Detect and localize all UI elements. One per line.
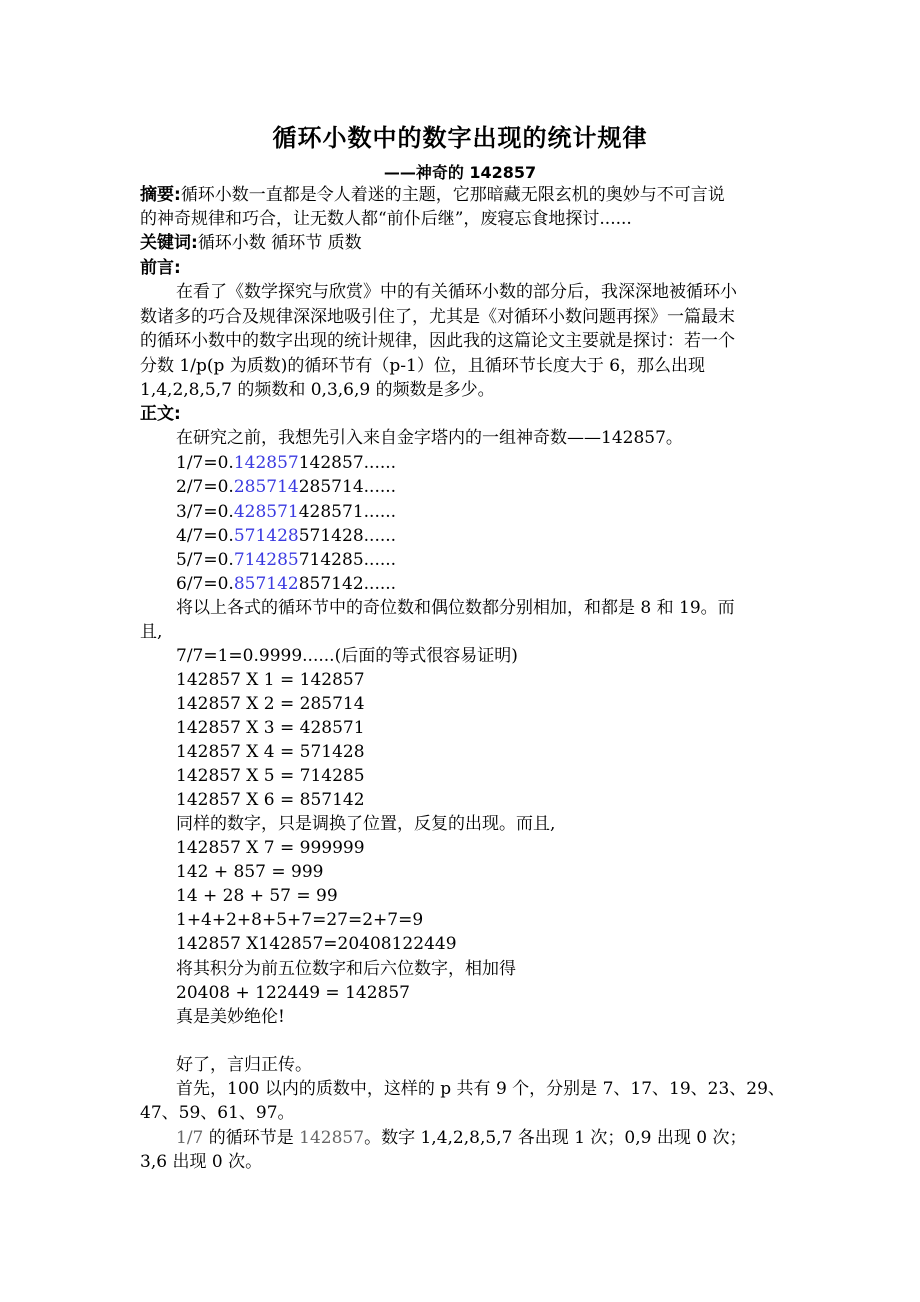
product-line: 142857 X 5 = 714285	[176, 766, 365, 786]
abstract-line-1	[140, 183, 725, 207]
split-line: 将其积分为前五位数字和后六位数字，相加得	[176, 959, 516, 979]
primes-line-2: 47、59、61、97。	[140, 1103, 295, 1123]
sum-line-2: 且,	[140, 622, 163, 642]
sum-line-1: 将以上各式的循环节中的奇位数和偶位数都分别相加，和都是 8 和 19。而	[176, 598, 735, 618]
preface-line-4: 分数 1/p(p 为质数)的循环节有（p-1）位，且循环节长度大于 6，那么出现	[140, 356, 706, 376]
keywords-label: 关键词:	[140, 233, 198, 253]
cycle-count-line-2: 3,6 出现 0 次。	[140, 1152, 263, 1172]
product-line: 142857 X 3 = 428571	[176, 718, 365, 738]
fraction-line	[176, 451, 396, 475]
identity-line: 1+4+2+8+5+7=27=2+7=9	[176, 910, 424, 930]
keywords-line	[140, 231, 362, 255]
split-sum-line: 20408 + 122449 = 142857	[176, 983, 410, 1003]
cycle-ref: 142857	[299, 1128, 365, 1148]
fraction-cycle: 285714	[233, 477, 299, 497]
fraction-prefix: 6/7=0.	[176, 574, 234, 594]
seven-line: 7/7=1=0.9999......(后面的等式很容易证明)	[176, 646, 518, 666]
fraction-rest: 285714......	[298, 477, 397, 497]
cycle-count-line-1	[176, 1126, 747, 1150]
fraction-line	[176, 475, 396, 499]
fraction-line	[176, 500, 396, 524]
preface-line-5: 1,4,2,8,5,7 的频数和 0,3,6,9 的频数是多少。	[140, 380, 495, 400]
fraction-prefix: 2/7=0.	[176, 477, 234, 497]
abstract-line-2: 的神奇规律和巧合，让无数人都“前仆后继”，废寝忘食地探讨......	[140, 209, 632, 229]
abstract-label: 摘要:	[140, 185, 181, 205]
page-title: 循环小数中的数字出现的统计规律	[272, 124, 648, 152]
product-line: 142857 X 4 = 571428	[176, 742, 365, 762]
fraction-rest: 571428......	[298, 526, 397, 546]
fraction-cycle: 857142	[233, 574, 299, 594]
preface-label: 前言:	[140, 258, 181, 278]
fraction-rest: 428571......	[298, 502, 397, 522]
fraction-prefix: 3/7=0.	[176, 502, 234, 522]
abstract-text-1: 循环小数一直都是令人着迷的主题，它那暗藏无限玄机的奥妙与不可言说	[180, 185, 725, 205]
identity-line: 142857 X142857=20408122449	[176, 934, 457, 954]
fraction-ref: 1/7	[176, 1128, 204, 1148]
fraction-rest: 857142......	[298, 574, 397, 594]
preface-line-3: 的循环小数中的数字出现的统计规律，因此我的这篇论文主要就是探讨：若一个	[140, 331, 735, 351]
product-line: 142857 X 6 = 857142	[176, 790, 365, 810]
fraction-cycle: 714285	[233, 550, 299, 570]
product-line: 142857 X 2 = 285714	[176, 694, 365, 714]
page-subtitle: ——神奇的 142857	[383, 163, 537, 182]
cycle-count-rest: 。数字 1,4,2,8,5,7 各出现 1 次；0,9 出现 0 次；	[364, 1128, 747, 1148]
identity-line: 142857 X 7 = 999999	[176, 838, 365, 858]
body-label: 正文:	[140, 404, 181, 424]
wonder-line: 真是美妙绝伦!	[176, 1007, 285, 1027]
fraction-cycle: 571428	[233, 526, 299, 546]
fraction-prefix: 5/7=0.	[176, 550, 234, 570]
product-line: 142857 X 1 = 142857	[176, 670, 365, 690]
same-digits-line: 同样的数字，只是调换了位置，反复的出现。而且,	[176, 814, 556, 834]
fraction-line	[176, 548, 396, 572]
back-line: 好了，言归正传。	[176, 1055, 312, 1075]
fraction-prefix: 1/7=0.	[176, 453, 234, 473]
identity-line: 142 + 857 = 999	[176, 862, 324, 882]
primes-line-1: 首先，100 以内的质数中，这样的 p 共有 9 个，分别是 7、17、19、23、29、	[176, 1079, 785, 1099]
fraction-line	[176, 572, 396, 596]
fraction-cycle: 428571	[233, 502, 299, 522]
fraction-line	[176, 524, 396, 548]
fraction-cycle: 142857	[233, 453, 299, 473]
fraction-rest: 142857......	[298, 453, 397, 473]
fraction-rest: 714285......	[298, 550, 397, 570]
preface-line-2: 数诸多的巧合及规律深深地吸引住了，尤其是《对循环小数问题再探》一篇最末	[140, 307, 735, 327]
preface-line-1: 在看了《数学探究与欣赏》中的有关循环小数的部分后，我深深地被循环小	[176, 282, 737, 302]
body-intro: 在研究之前，我想先引入来自金字塔内的一组神奇数——142857。	[176, 428, 683, 448]
fraction-prefix: 4/7=0.	[176, 526, 234, 546]
keywords-text: 循环小数 循环节 质数	[197, 233, 362, 253]
identity-line: 14 + 28 + 57 = 99	[176, 886, 338, 906]
cycle-count-mid: 的循环节是	[203, 1128, 300, 1148]
